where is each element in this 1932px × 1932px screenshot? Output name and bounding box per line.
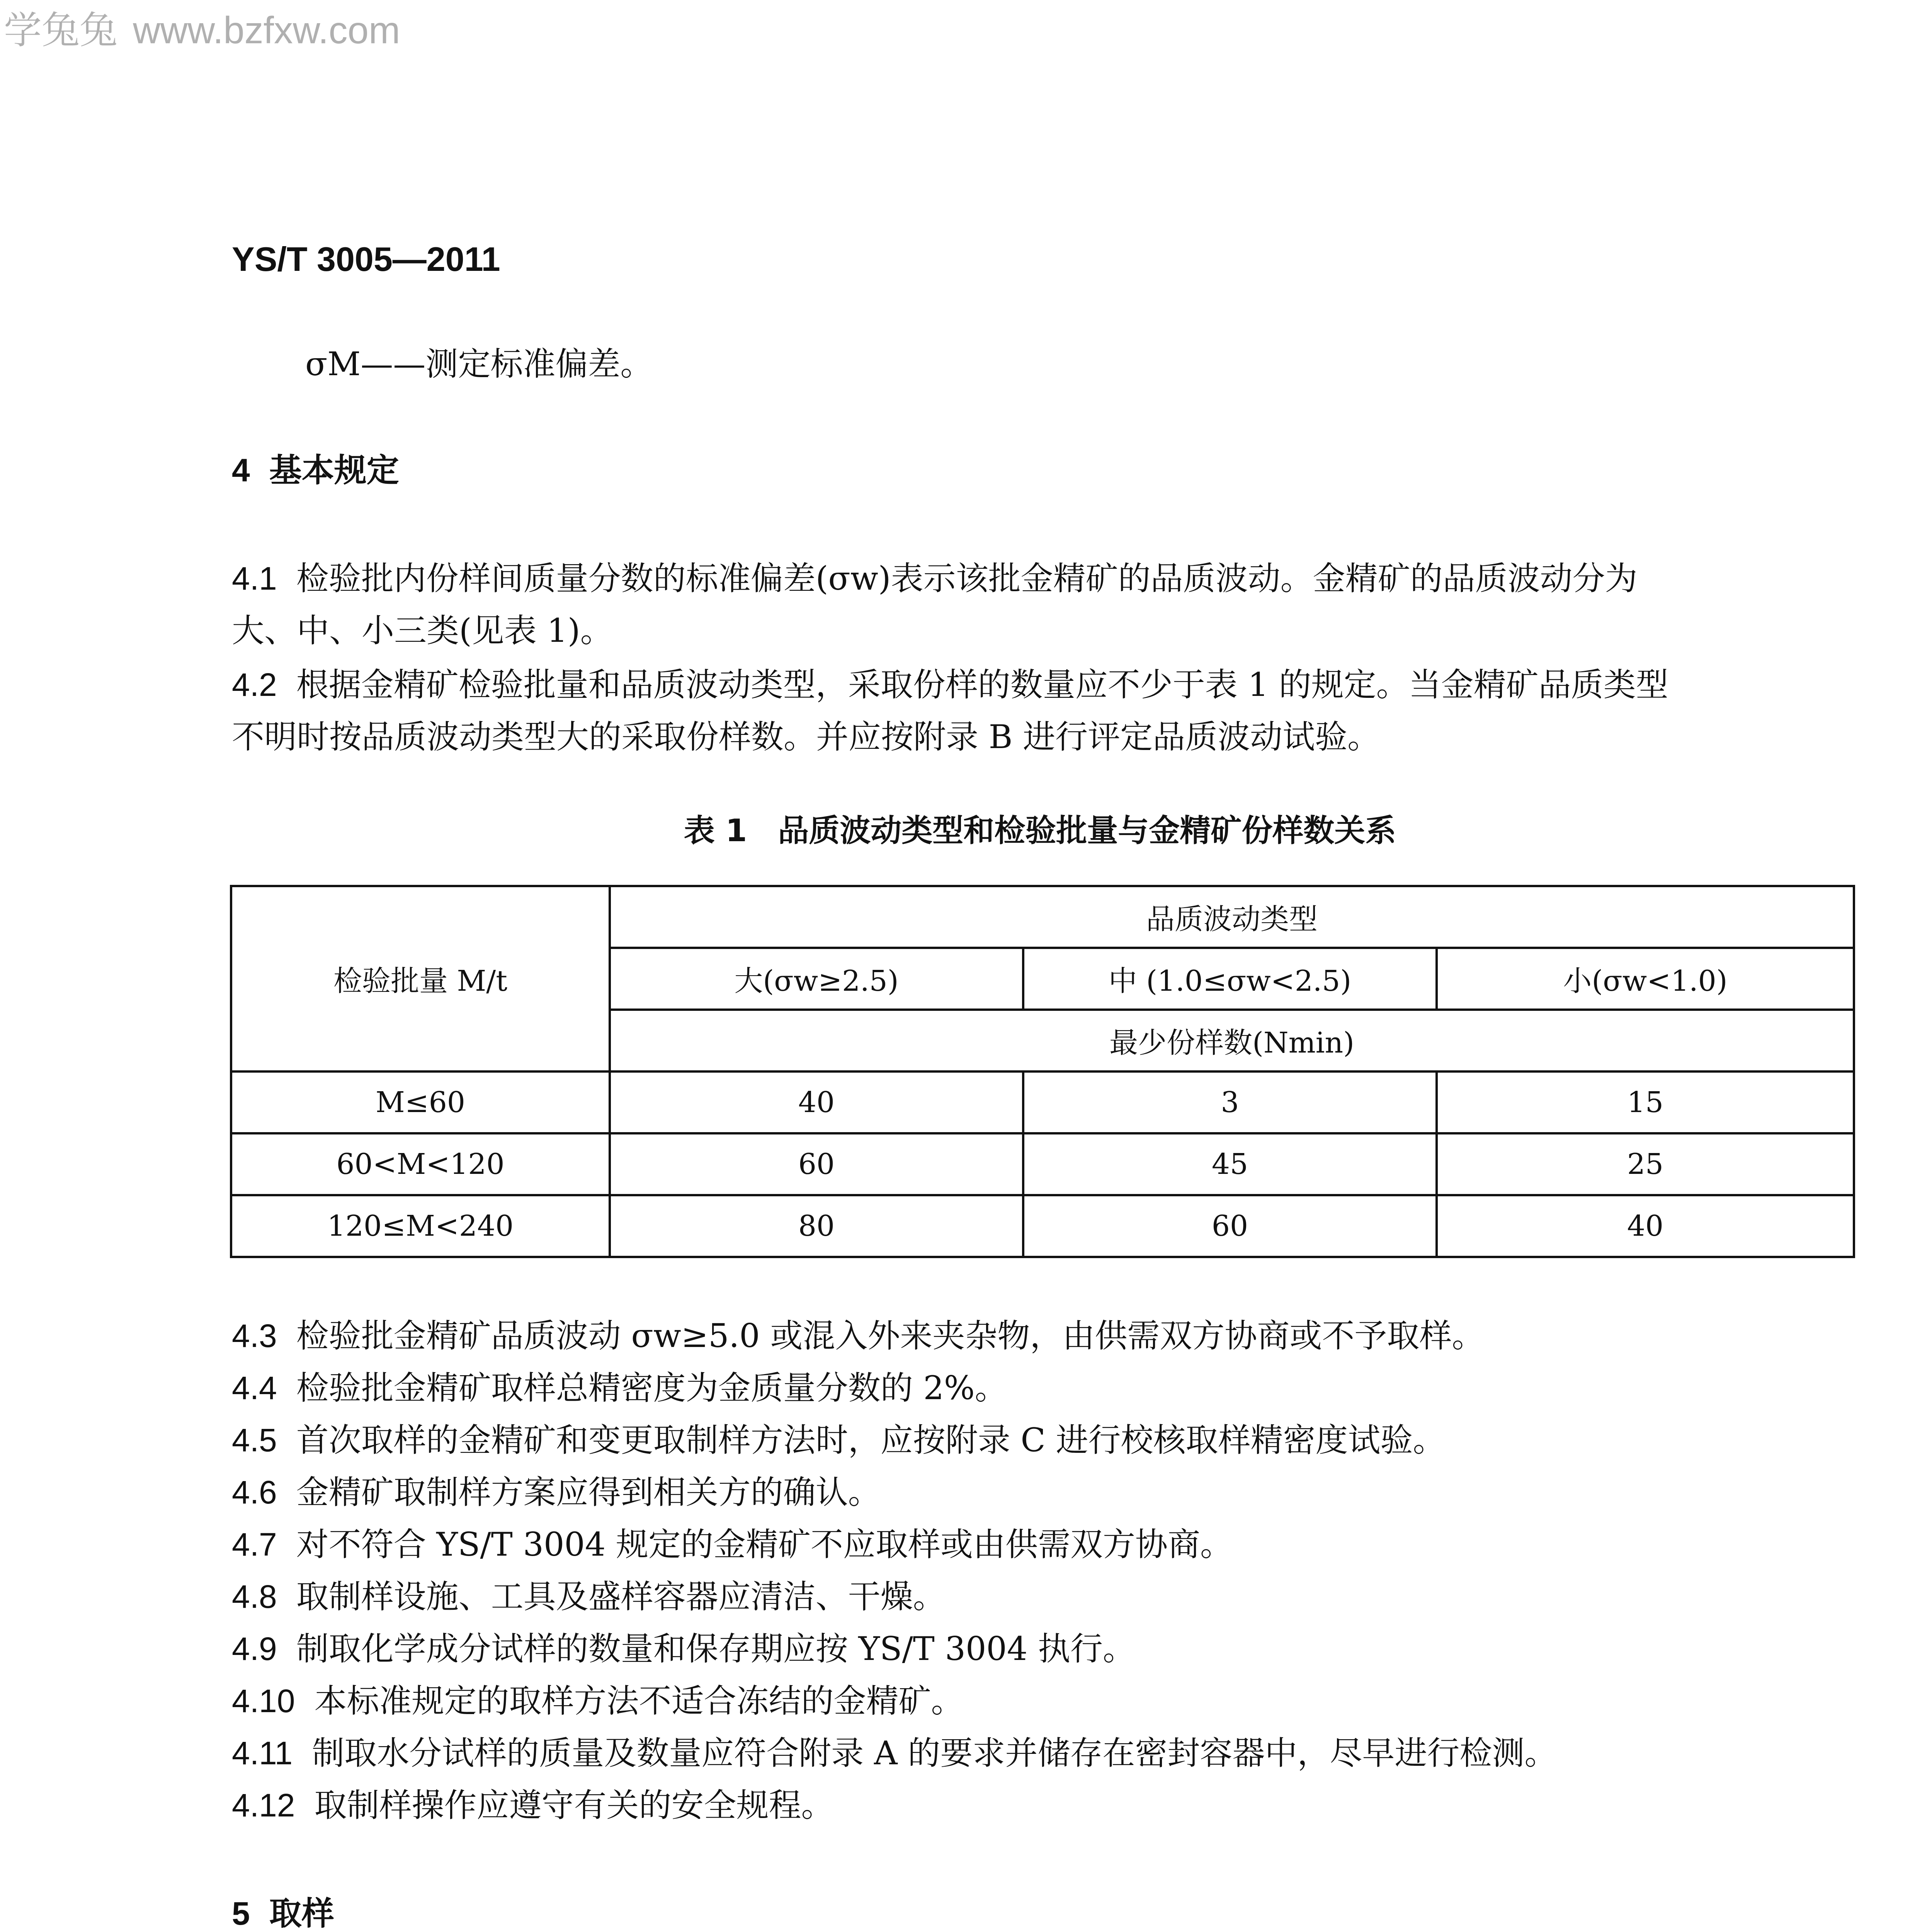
paragraph-4-4 [232,1369,1007,1407]
table-1-row-header: 检验批量 M/t [231,886,610,1071]
paragraph-4-6 [232,1473,881,1511]
paragraph-text: 取制样设施、工具及盛样容器应清洁、干燥。 [296,1578,946,1616]
section-4-title: 基本规定 [269,451,399,489]
paragraph-4-5 [232,1421,1446,1459]
paragraph-4-3 [232,1317,1485,1355]
table-cell: 60 [610,1133,1023,1195]
table-1-type-small: 小(σw<1.0) [1437,948,1854,1010]
paragraph-4-1-line2: 大、中、小三类(见表 1)。 [232,612,613,650]
section-4-heading [232,451,399,489]
paragraph-4-9 [232,1630,1135,1668]
paragraph-number: 4.11 [232,1735,293,1771]
paragraph-4-10 [232,1682,964,1720]
definition-line: σM——测定标准偏差。 [305,345,653,383]
paragraph-4-2-text: 根据金精矿检验批量和品质波动类型，采取份样的数量应不少于表 1 的规定。当金精矿品质类型 [296,666,1668,704]
section-4-number: 4 [232,452,250,488]
table-cell: 40 [1437,1195,1854,1257]
table-row [231,1071,1854,1133]
paragraph-4-1-text: 检验批内份样间质量分数的标准偏差(σw)表示该批金精矿的品质波动。金精矿的品质波动分为 [296,560,1638,597]
paragraph-text: 本标准规定的取样方法不适合冻结的金精矿。 [314,1682,964,1720]
watermark-url: www.bzfxw.com [133,9,400,51]
paragraph-4-1-line1 [232,562,1638,595]
standard-number: YS/T 3005—2011 [232,240,500,278]
paragraph-number: 4.7 [232,1526,277,1563]
paragraph-number: 4.3 [232,1318,277,1354]
paragraph-text: 检验批金精矿品质波动 σw≥5.0 或混入外来夹杂物，由供需双方协商或不予取样。 [296,1317,1485,1355]
table-cell: 45 [1023,1133,1437,1195]
table-1-type-medium: 中 (1.0≤σw<2.5) [1023,948,1437,1010]
section-5-title: 取样 [269,1895,334,1932]
table-cell: 120≤M<240 [231,1195,610,1257]
table-cell: 60<M<120 [231,1133,610,1195]
paragraph-4-11 [232,1734,1557,1772]
table-cell: 15 [1437,1071,1854,1133]
paragraph-text: 金精矿取制样方案应得到相关方的确认。 [296,1473,881,1511]
paragraph-4-8 [232,1578,946,1616]
paragraph-number: 4.6 [232,1474,277,1510]
table-cell: 80 [610,1195,1023,1257]
paragraph-4-2-line2: 不明时按品质波动类型大的采取份样数。并应按附录 B 进行评定品质波动试验。 [232,718,1380,756]
paragraph-number: 4.12 [232,1787,295,1823]
paragraph-number: 4.10 [232,1683,295,1719]
table-1-group-header: 品质波动类型 [610,886,1854,948]
watermark [4,0,416,54]
table-row [231,1195,1854,1257]
table-1 [230,885,1855,1258]
table-cell: 60 [1023,1195,1437,1257]
paragraph-text: 对不符合 YS/T 3004 规定的金精矿不应取样或由供需双方协商。 [296,1526,1233,1563]
paragraph-4-7 [232,1528,1233,1561]
table-cell: 40 [610,1071,1023,1133]
table-1-caption: 表 1 品质波动类型和检验批量与金精矿份样数关系 [684,813,1396,849]
paragraph-4-2-line1 [232,666,1668,704]
paragraph-4-12 [232,1786,834,1824]
paragraph-text: 检验批金精矿取样总精密度为金质量分数的 2%。 [296,1369,1007,1407]
paragraph-4-1-number: 4.1 [232,560,277,597]
paragraph-number: 4.9 [232,1631,277,1667]
paragraph-4-2-number: 4.2 [232,667,277,703]
section-5-heading [232,1897,334,1930]
paragraph-text: 制取水分试样的质量及数量应符合附录 A 的要求并储存在密封容器中，尽早进行检测。 [312,1734,1557,1772]
watermark-site: 学兔兔 [4,9,118,51]
paragraph-text: 首次取样的金精矿和变更取制样方法时，应按附录 C 进行校核取样精密度试验。 [296,1421,1446,1459]
paragraph-text: 取制样操作应遵守有关的安全规程。 [314,1786,834,1824]
paragraph-number: 4.5 [232,1422,277,1458]
table-row [231,1133,1854,1195]
section-5-number: 5 [232,1895,250,1932]
table-1-min-header: 最少份样数(Nmin) [610,1010,1854,1071]
table-cell: M≤60 [231,1071,610,1133]
paragraph-text: 制取化学成分试样的数量和保存期应按 YS/T 3004 执行。 [296,1630,1135,1668]
table-cell: 25 [1437,1133,1854,1195]
table-1-type-large: 大(σw≥2.5) [610,948,1023,1010]
table-cell: 3 [1023,1071,1437,1133]
paragraph-number: 4.8 [232,1578,277,1615]
paragraph-number: 4.4 [232,1370,277,1406]
